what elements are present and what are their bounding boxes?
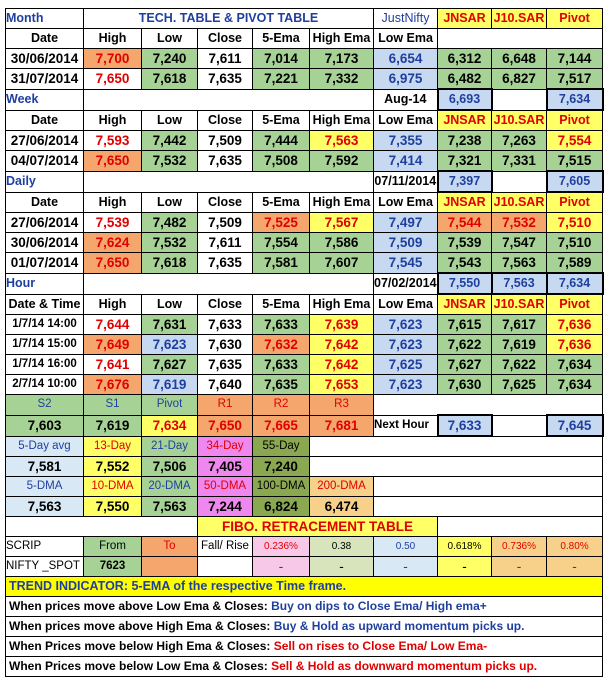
blank (310, 457, 603, 477)
header-date: Date & Time (6, 294, 84, 315)
level-value-r2: 7,665 (253, 415, 310, 436)
hour-close-value: 7,635 (198, 355, 253, 375)
hour-jnsar-value: 7,615 (438, 315, 492, 335)
header-high: High (84, 110, 142, 131)
hour-date-value: 1/7/14 14:00 (6, 315, 84, 335)
hour-pivot-value: 7,634 (547, 375, 603, 395)
fibo-title: FIBO. RETRACEMENT TABLE (198, 517, 438, 537)
daily-jnsar-value: 7,539 (438, 233, 492, 253)
daily-low-value: 7,532 (142, 233, 198, 253)
level-value-r1: 7,650 (198, 415, 253, 436)
level-label-r2: R2 (253, 395, 310, 416)
blank (84, 171, 374, 192)
trend-condition: When Prices move below Low Ema & Closes: (9, 659, 272, 673)
header-date: Date (6, 110, 84, 131)
avg-day-label: 34-Day (198, 436, 253, 457)
week-high-ema-value: 7,592 (310, 151, 374, 172)
daily-pivot-value: 7,510 (547, 213, 603, 233)
header-date: Date (6, 29, 84, 49)
table-row (6, 192, 603, 213)
week-side-low: 6,693 (438, 89, 492, 110)
blank (492, 171, 547, 192)
daily-high-value: 7,624 (84, 233, 142, 253)
level-label-s2: S2 (6, 395, 84, 416)
avg-day-value: 7,405 (198, 457, 253, 477)
header-low: Low (142, 192, 198, 213)
header-pivot: Pivot (547, 9, 603, 29)
fibo-spot-value: 7623 (84, 557, 142, 577)
header-date: Date (6, 192, 84, 213)
avg-day-value: 7,552 (84, 457, 142, 477)
avg-dma-label: 50-DMA (198, 477, 253, 497)
month-close-value: 7,611 (198, 49, 253, 69)
header-low-ema: Low Ema (374, 29, 438, 49)
header-jnsar: JNSAR (438, 192, 492, 213)
table-row (6, 395, 603, 416)
month-jnsar-value: 6,312 (438, 49, 492, 69)
daily-low-ema-value: 7,545 (374, 253, 438, 274)
table-row (6, 89, 603, 110)
level-value-s1: 7,619 (84, 415, 142, 436)
header-pivot: Pivot (547, 110, 603, 131)
level-label-r3: R3 (310, 395, 374, 416)
table-title: TECH. TABLE & PIVOT TABLE (84, 9, 374, 29)
blank (374, 395, 603, 416)
daily-date-value: 27/06/2014 (6, 213, 84, 233)
table-row (6, 436, 603, 457)
level-value-r3: 7,681 (310, 415, 374, 436)
avg-dma-label: 20-DMA (142, 477, 198, 497)
table-row (6, 477, 603, 497)
month-low-value: 7,618 (142, 69, 198, 90)
fibo-to-value (142, 557, 198, 577)
header-close: Close (198, 294, 253, 315)
table-row (6, 597, 603, 617)
header-ema5: 5-Ema (253, 294, 310, 315)
avg-dma-value: 6,824 (253, 497, 310, 517)
trend-line (6, 617, 603, 637)
week-low-value: 7,532 (142, 151, 198, 172)
week-pivot-value: 7,515 (547, 151, 603, 172)
avg-dma-label: 10-DMA (84, 477, 142, 497)
fibo-level: 0.38 (310, 537, 374, 557)
month-j10sar-value: 6,648 (492, 49, 547, 69)
table-row (6, 315, 603, 335)
hour-side-pivot: 7,634 (547, 273, 603, 294)
month-close-value: 7,635 (198, 69, 253, 90)
table-row (6, 110, 603, 131)
trend-condition: When prices move above High Ema & Closes: (9, 619, 274, 633)
avg-day-value: 7,240 (253, 457, 310, 477)
fibo-level: 0.736% (492, 537, 547, 557)
fibo-level: 0.50 (374, 537, 438, 557)
hour-high-value: 7,676 (84, 375, 142, 395)
week-j10sar-value: 7,331 (492, 151, 547, 172)
trend-action: Sell & Hold as downward momentum picks up. (271, 659, 538, 673)
daily-ema5-value: 7,581 (253, 253, 310, 274)
header-low: Low (142, 29, 198, 49)
hour-low-ema-value: 7,625 (374, 355, 438, 375)
blank (492, 415, 547, 436)
hour-high-ema-value: 7,639 (310, 315, 374, 335)
header-ema5: 5-Ema (253, 192, 310, 213)
table-row (6, 457, 603, 477)
header-low: Low (142, 294, 198, 315)
month-low-value: 7,240 (142, 49, 198, 69)
week-ema5-value: 7,508 (253, 151, 310, 172)
daily-date-value: 30/06/2014 (6, 233, 84, 253)
avg-day-label: 5-Day avg (6, 436, 84, 457)
month-ema5-value: 7,014 (253, 49, 310, 69)
table-row (6, 253, 603, 274)
avg-dma-value: 7,563 (6, 497, 84, 517)
header-j10sar: J10.SAR (492, 9, 547, 29)
avg-dma-label: 100-DMA (253, 477, 310, 497)
month-high-ema-value: 7,332 (310, 69, 374, 90)
trend-action: Sell on rises to Close Ema/ Low Ema- (273, 639, 488, 653)
hour-pivot-value: 7,636 (547, 335, 603, 355)
fibo-fall-rise-value (198, 557, 253, 577)
month-jnsar-value: 6,482 (438, 69, 492, 90)
justnifty-label: JustNifty (374, 9, 438, 29)
trend-action: Buy on dips to Close Ema/ High ema+ (271, 599, 487, 613)
hour-date-value: 1/7/14 16:00 (6, 355, 84, 375)
week-date-value: 04/07/2014 (6, 151, 84, 172)
daily-j10sar-value: 7,547 (492, 233, 547, 253)
hour-high-value: 7,644 (84, 315, 142, 335)
trend-condition: When Prices move below High Ema & Closes: (9, 639, 274, 653)
month-ema5-value: 7,221 (253, 69, 310, 90)
week-jnsar-value: 7,321 (438, 151, 492, 172)
header-j10sar: J10.SAR (492, 110, 547, 131)
avg-dma-label: 5-DMA (6, 477, 84, 497)
hour-low-value: 7,631 (142, 315, 198, 335)
header-jnsar: JNSAR (438, 110, 492, 131)
daily-ema5-value: 7,525 (253, 213, 310, 233)
month-pivot-value: 7,517 (547, 69, 603, 90)
blank (374, 497, 603, 517)
header-close: Close (198, 29, 253, 49)
table-row (6, 577, 603, 597)
daily-ema5-value: 7,554 (253, 233, 310, 253)
level-value-pivot: 7,634 (142, 415, 198, 436)
hour-close-value: 7,633 (198, 315, 253, 335)
hour-close-value: 7,640 (198, 375, 253, 395)
fibo-level: 0.618% (438, 537, 492, 557)
hour-jnsar-value: 7,627 (438, 355, 492, 375)
header-j10sar: J10.SAR (492, 192, 547, 213)
hour-low-value: 7,623 (142, 335, 198, 355)
avg-day-label: 55-Day (253, 436, 310, 457)
trend-indicator: TREND INDICATOR: 5-EMA of the respective Time frame. (6, 577, 603, 597)
table-row (6, 273, 603, 294)
avg-dma-value: 7,244 (198, 497, 253, 517)
trend-condition: When prices move above Low Ema & Closes: (9, 599, 272, 613)
daily-date-value: 01/07/2014 (6, 253, 84, 274)
avg-dma-label: 200-DMA (310, 477, 374, 497)
table-row (6, 294, 603, 315)
header-low: Low (142, 110, 198, 131)
fibo-level-value: - (253, 557, 310, 577)
hour-high-ema-value: 7,642 (310, 335, 374, 355)
avg-day-value: 7,506 (142, 457, 198, 477)
table-row (6, 233, 603, 253)
table-row (6, 557, 603, 577)
week-low-ema-value: 7,414 (374, 151, 438, 172)
header-high-ema: High Ema (310, 29, 374, 49)
daily-close-value: 7,611 (198, 233, 253, 253)
daily-j10sar-value: 7,563 (492, 253, 547, 274)
month-pivot-value: 7,144 (547, 49, 603, 69)
week-high-value: 7,593 (84, 131, 142, 151)
avg-day-label: 13-Day (84, 436, 142, 457)
blank (438, 29, 603, 49)
daily-low-ema-value: 7,509 (374, 233, 438, 253)
month-date-value: 30/06/2014 (6, 49, 84, 69)
hour-j10sar-value: 7,622 (492, 355, 547, 375)
header-ema5: 5-Ema (253, 110, 310, 131)
blank (310, 436, 603, 457)
level-label-r1: R1 (198, 395, 253, 416)
hour-side-label: 07/02/2014 (374, 273, 438, 294)
blank (84, 89, 374, 110)
daily-j10sar-value: 7,532 (492, 213, 547, 233)
week-low-ema-value: 7,355 (374, 131, 438, 151)
month-high-value: 7,700 (84, 49, 142, 69)
daily-low-value: 7,618 (142, 253, 198, 274)
table-row (6, 49, 603, 69)
daily-high-ema-value: 7,586 (310, 233, 374, 253)
week-pivot-value: 7,554 (547, 131, 603, 151)
daily-side-low: 7,397 (438, 171, 492, 192)
hour-low-value: 7,619 (142, 375, 198, 395)
section-title-hour: Hour (6, 273, 84, 294)
table-row (6, 9, 603, 29)
trend-line (6, 657, 603, 677)
hour-low-ema-value: 7,623 (374, 375, 438, 395)
table-row (6, 355, 603, 375)
hour-low-ema-value: 7,623 (374, 315, 438, 335)
daily-pivot-value: 7,510 (547, 233, 603, 253)
week-close-value: 7,509 (198, 131, 253, 151)
trend-line (6, 597, 603, 617)
daily-high-ema-value: 7,567 (310, 213, 374, 233)
table-row (6, 415, 603, 436)
hour-ema5-value: 7,633 (253, 315, 310, 335)
table-row (6, 335, 603, 355)
header-jnsar: JNSAR (438, 9, 492, 29)
month-date-value: 31/07/2014 (6, 69, 84, 90)
avg-dma-value: 6,474 (310, 497, 374, 517)
week-low-value: 7,442 (142, 131, 198, 151)
month-low-ema-value: 6,975 (374, 69, 438, 90)
month-high-value: 7,650 (84, 69, 142, 90)
header-low-ema: Low Ema (374, 294, 438, 315)
fibo-spot-label: NIFTY _SPOT (6, 557, 84, 577)
header-low-ema: Low Ema (374, 192, 438, 213)
header-close: Close (198, 110, 253, 131)
hour-jnsar-value: 7,630 (438, 375, 492, 395)
table-row (6, 69, 603, 90)
fibo-level: 0.80% (547, 537, 603, 557)
hour-ema5-value: 7,633 (253, 355, 310, 375)
hour-ema5-value: 7,635 (253, 375, 310, 395)
blank (6, 517, 198, 537)
avg-dma-value: 7,550 (84, 497, 142, 517)
avg-day-value: 7,581 (6, 457, 84, 477)
week-high-value: 7,650 (84, 151, 142, 172)
daily-side-pivot: 7,605 (547, 171, 603, 192)
table-row (6, 131, 603, 151)
table-row (6, 29, 603, 49)
table-row (6, 617, 603, 637)
table-row (6, 537, 603, 557)
header-high-ema: High Ema (310, 294, 374, 315)
hour-j10sar-value: 7,625 (492, 375, 547, 395)
week-high-ema-value: 7,563 (310, 131, 374, 151)
daily-pivot-value: 7,589 (547, 253, 603, 274)
fibo-scrip-label: SCRIP (6, 537, 84, 557)
hour-pivot-value: 7,636 (547, 315, 603, 335)
hour-high-value: 7,641 (84, 355, 142, 375)
fibo-level-value: - (492, 557, 547, 577)
hour-low-ema-value: 7,623 (374, 335, 438, 355)
section-title-week: Week (6, 89, 84, 110)
daily-high-value: 7,650 (84, 253, 142, 274)
table-row (6, 657, 603, 677)
week-jnsar-value: 7,238 (438, 131, 492, 151)
hour-jnsar-value: 7,622 (438, 335, 492, 355)
hour-ema5-value: 7,632 (253, 335, 310, 355)
next-hour-low: 7,633 (438, 415, 492, 436)
week-side-pivot: 7,634 (547, 89, 603, 110)
table-row (6, 213, 603, 233)
hour-side-low: 7,550 (438, 273, 492, 294)
next-hour-label: Next Hour (374, 415, 438, 436)
header-pivot: Pivot (547, 192, 603, 213)
table-row (6, 517, 603, 537)
hour-j10sar-value: 7,619 (492, 335, 547, 355)
hour-side-jnsar: 7,563 (492, 273, 547, 294)
table-row (6, 171, 603, 192)
blank (492, 89, 547, 110)
daily-close-value: 7,635 (198, 253, 253, 274)
level-label-pivot: Pivot (142, 395, 198, 416)
header-high-ema: High Ema (310, 110, 374, 131)
tech-pivot-table (5, 8, 604, 677)
fibo-fall-rise-label: Fall/ Rise (198, 537, 253, 557)
fibo-level-value: - (438, 557, 492, 577)
avg-dma-value: 7,563 (142, 497, 198, 517)
header-low-ema: Low Ema (374, 110, 438, 131)
next-hour-pivot: 7,645 (547, 415, 603, 436)
header-ema5: 5-Ema (253, 29, 310, 49)
header-high: High (84, 294, 142, 315)
daily-high-ema-value: 7,607 (310, 253, 374, 274)
month-j10sar-value: 6,827 (492, 69, 547, 90)
table-row (6, 375, 603, 395)
fibo-level-value: - (374, 557, 438, 577)
level-label-s1: S1 (84, 395, 142, 416)
hour-date-value: 1/7/14 15:00 (6, 335, 84, 355)
week-side-label: Aug-14 (374, 89, 438, 110)
week-ema5-value: 7,444 (253, 131, 310, 151)
table-row (6, 151, 603, 172)
hour-close-value: 7,630 (198, 335, 253, 355)
header-high: High (84, 192, 142, 213)
trend-action: Buy & Hold as upward momentum picks up. (273, 619, 525, 633)
hour-j10sar-value: 7,617 (492, 315, 547, 335)
blank (374, 477, 603, 497)
header-jnsar: JNSAR (438, 294, 492, 315)
fibo-level: 0.236% (253, 537, 310, 557)
blank (438, 517, 603, 537)
daily-side-label: 07/11/2014 (374, 171, 438, 192)
fibo-level-value: - (310, 557, 374, 577)
hour-high-ema-value: 7,642 (310, 355, 374, 375)
daily-close-value: 7,509 (198, 213, 253, 233)
avg-day-label: 21-Day (142, 436, 198, 457)
month-high-ema-value: 7,173 (310, 49, 374, 69)
fibo-from-label: From (84, 537, 142, 557)
level-value-s2: 7,603 (6, 415, 84, 436)
table-row (6, 497, 603, 517)
week-date-value: 27/06/2014 (6, 131, 84, 151)
fibo-to-label: To (142, 537, 198, 557)
header-high: High (84, 29, 142, 49)
daily-high-value: 7,539 (84, 213, 142, 233)
daily-low-value: 7,482 (142, 213, 198, 233)
hour-date-value: 2/7/14 10:00 (6, 375, 84, 395)
section-title-daily: Daily (6, 171, 84, 192)
week-j10sar-value: 7,263 (492, 131, 547, 151)
daily-jnsar-value: 7,544 (438, 213, 492, 233)
month-low-ema-value: 6,654 (374, 49, 438, 69)
header-pivot: Pivot (547, 294, 603, 315)
daily-low-ema-value: 7,497 (374, 213, 438, 233)
week-close-value: 7,635 (198, 151, 253, 172)
table-body (6, 9, 603, 677)
section-title-month: Month (6, 9, 84, 29)
blank (84, 273, 374, 294)
fibo-level-value: - (547, 557, 603, 577)
hour-pivot-value: 7,634 (547, 355, 603, 375)
header-high-ema: High Ema (310, 192, 374, 213)
hour-high-ema-value: 7,653 (310, 375, 374, 395)
hour-low-value: 7,627 (142, 355, 198, 375)
header-close: Close (198, 192, 253, 213)
hour-high-value: 7,649 (84, 335, 142, 355)
header-j10sar: J10.SAR (492, 294, 547, 315)
daily-jnsar-value: 7,543 (438, 253, 492, 274)
